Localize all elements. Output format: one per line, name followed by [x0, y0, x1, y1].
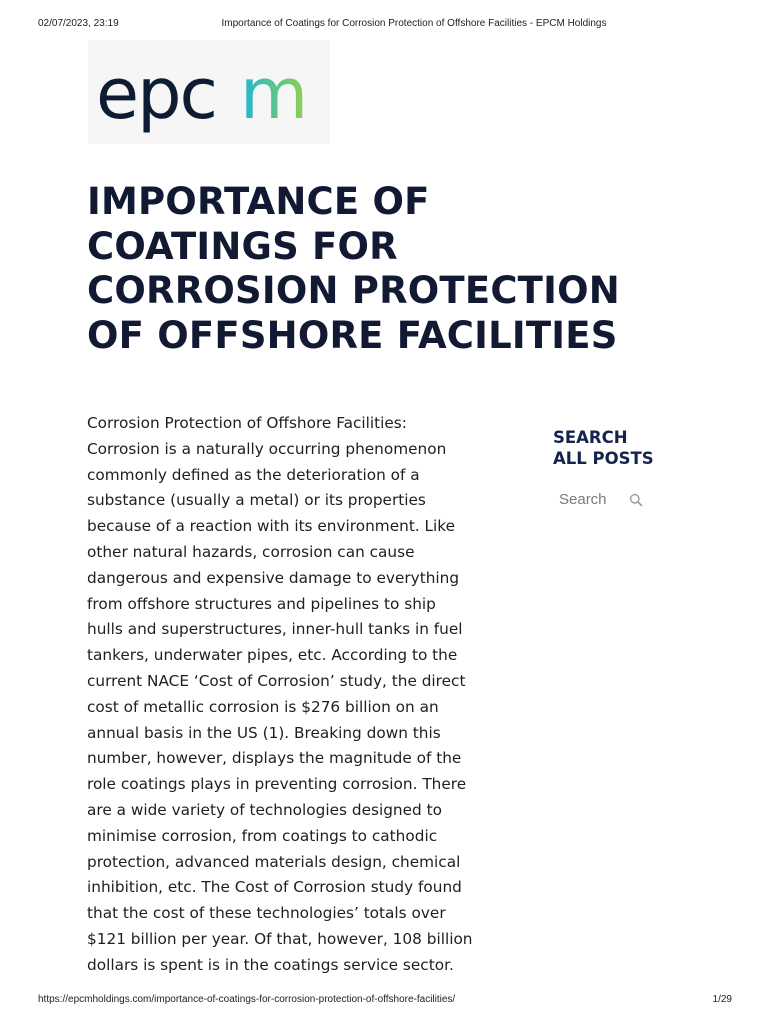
print-datetime: 02/07/2023, 23:19	[38, 18, 119, 29]
search-heading-line: SEARCH	[553, 428, 628, 447]
body-line: dollars is spent is in the coatings service sector.	[87, 955, 454, 974]
title-line: OF OFFSHORE FACILITIES	[87, 313, 618, 357]
print-url[interactable]: https://epcmholdings.com/importance-of-coatings-for-corrosion-protection-of-offshore-facilities/	[38, 994, 456, 1005]
body-line: current NACE ‘Cost of Corrosion’ study, the direct	[87, 671, 466, 690]
body-line: from offshore structures and pipelines to ship	[87, 594, 436, 613]
title-line: IMPORTANCE OF	[87, 180, 430, 223]
sidebar-search	[553, 427, 733, 469]
body-line: Corrosion is a naturally occurring phenomenon	[87, 439, 447, 458]
body-line: inhibition, etc. The Cost of Corrosion study found	[87, 878, 462, 897]
title-line: COATINGS FOR	[87, 224, 398, 268]
body-line: protection, advanced materials design, chemical	[87, 852, 461, 871]
search-icon[interactable]	[629, 493, 643, 507]
article-body	[87, 411, 479, 979]
body-line: that the cost of these technologies’ totals over	[87, 904, 446, 923]
body-line: hulls and superstructures, inner-hull tanks in fuel	[87, 620, 463, 639]
print-page-number: 1/29	[712, 994, 732, 1005]
body-line: $121 billion per year. Of that, however, 108 billion	[87, 929, 473, 948]
body-line: because of a reaction with its environment. Like	[87, 517, 456, 536]
body-line: number, however, displays the magnitude of the	[87, 749, 462, 768]
logo-text-suffix: m	[240, 53, 307, 135]
search-heading	[553, 427, 733, 469]
search-heading-line: ALL POSTS	[553, 449, 654, 468]
print-footer	[0, 994, 768, 1008]
body-line: annual basis in the US (1). Breaking down this	[87, 723, 441, 742]
body-line: Corrosion Protection of Offshore Facilities:	[87, 414, 407, 432]
body-line: tankers, underwater pipes, etc. According to the	[87, 646, 458, 665]
body-line: other natural hazards, corrosion can cause	[87, 542, 415, 561]
body-line: are a wide variety of technologies designed to	[87, 800, 442, 819]
article-title	[87, 180, 687, 358]
search-box	[553, 489, 653, 509]
epcm-logo[interactable]	[88, 40, 330, 144]
body-line: minimise corrosion, from coatings to cathodic	[87, 826, 438, 845]
body-line: substance (usually a metal) or its properties	[87, 491, 426, 510]
body-line: commonly defined as the deterioration of a	[87, 465, 420, 484]
title-line: CORROSION PROTECTION	[87, 269, 620, 312]
body-line: cost of metallic corrosion is $276 billion on an	[87, 697, 439, 716]
logo-text-prefix: epc	[96, 53, 216, 135]
search-input[interactable]	[553, 489, 623, 509]
print-page-title: Importance of Coatings for Corrosion Protection of Offshore Facilities - EPCM Holdings	[221, 18, 607, 29]
body-line: role coatings plays in preventing corrosion. There	[87, 775, 467, 794]
print-header	[0, 18, 768, 32]
epcm-logo-mark	[88, 40, 330, 144]
body-line: dangerous and expensive damage to everything	[87, 568, 460, 587]
